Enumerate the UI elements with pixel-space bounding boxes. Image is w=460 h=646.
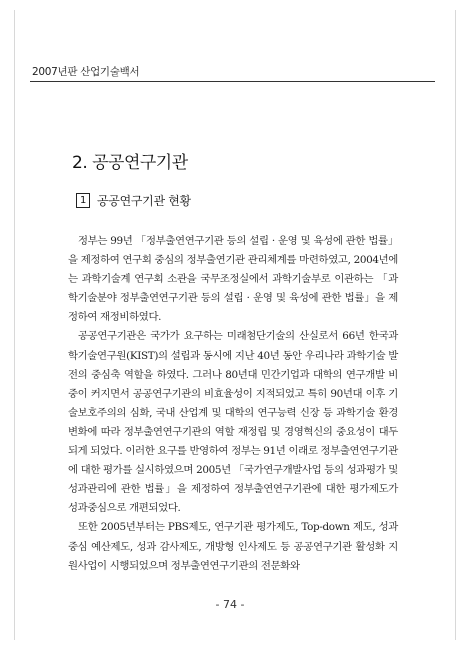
subsection-heading <box>76 192 191 209</box>
paragraph-3: 또한 2005년부터는 PBS제도, 연구기관 평가제도, Top-down 제도, 성과중심 예산제도, 성과 감사제도, 개방형 인사제도 등 공공연구기관 활성화 지원사업이 시행되었으며 정부출연연구기관의 전문화와 <box>68 521 398 572</box>
header-rule <box>30 81 435 82</box>
paragraph-1: 정부는 99년 「정부출연연구기관 등의 설립 · 운영 및 육성에 관한 법률」을 제정하여 연구회 중심의 정부출연기관 관리체계를 마련하였고, 2004년에는 과학기술계 연구회 소관을 국무조정실에서 과학기술부로 이관하는 「과학기술분야 정부출연연구기관 등의 설립 · 운영 및 육성에 관한 법률」을 제정하여 재정비하였다. <box>68 235 398 324</box>
section-title: 2. 공공연구기관 <box>72 153 188 173</box>
subsection-title: 공공연구기관 현황 <box>97 194 191 208</box>
body-text <box>68 232 398 576</box>
running-header: 2007년판 산업기술백서 <box>32 66 140 78</box>
paragraph-2: 공공연구기관은 국가가 요구하는 미래첨단기술의 산실로서 66년 한국과학기술연구원(KIST)의 설립과 동시에 지난 40년 동안 우리나라 과학기술 발전의 중심축 역할을 하였다. 그러나 80년대 민간기업과 대학의 연구개발 비중이 커지면서 공공연구기관의 비효율성이 지적되었고 특히 90년대 이후 기술보호주의의 심화, 국내 산업계 및 대학의 연구능력 신장 등 과학기술 환경변화에 따라 정부출연연구기관의 역할 재정립 및 경영혁신의 중요성이 대두되게 되었다. 이러한 요구를 반영하여 정부는 91년 이래로 정부출연연구기관에 대한 평가를 실시하였으며 2005년 「국가연구개발사업 등의 성과평가 및 성과관리에 관한 법률」을 제정하여 정부출연연구기관에 대한 평가제도가 성과중심으로 개편되었다. <box>68 330 398 515</box>
subsection-number-box: 1 <box>76 193 90 208</box>
page-number: - 74 - <box>215 598 245 611</box>
